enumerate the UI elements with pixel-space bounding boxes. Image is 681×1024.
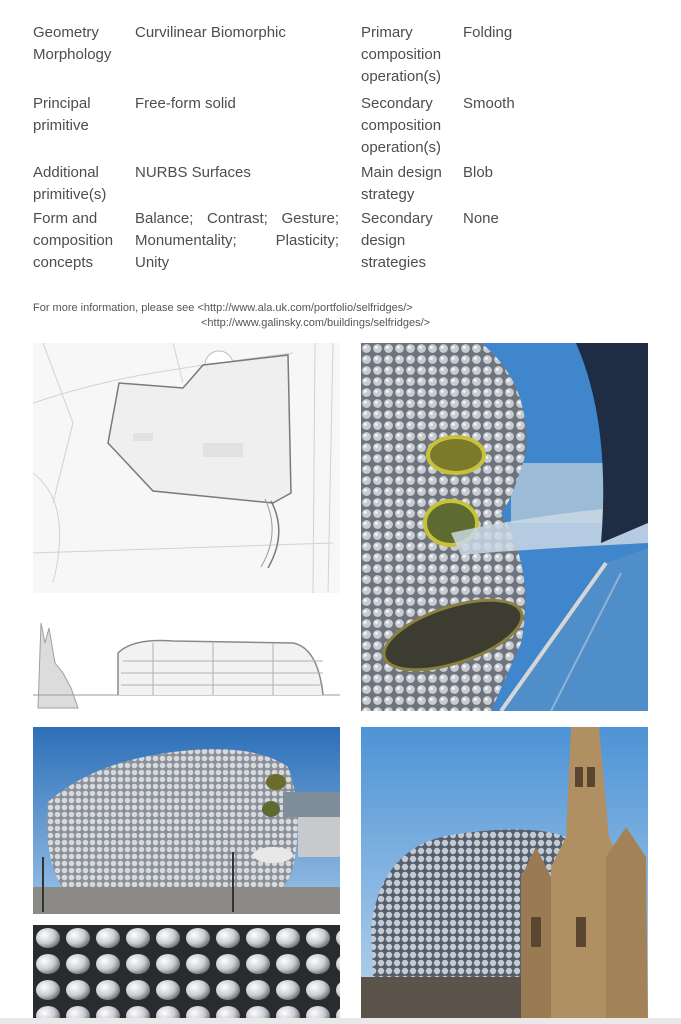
facade-bridge-photo: [361, 343, 648, 711]
page-footer-bar: [0, 1018, 681, 1024]
row1-value2: Folding: [463, 24, 513, 41]
row1-label2: Primary composition operation(s): [361, 24, 442, 85]
row1-value1: Curvilinear Biomorphic: [135, 24, 286, 41]
row4-value1: Balance; Contrast; Gesture; Monumentality; Plasticity; Unity: [135, 210, 339, 271]
row1-label1: Geometry Morphology: [33, 24, 112, 63]
building-church-photo: [361, 727, 648, 1018]
row2-value2: Smooth: [463, 95, 515, 112]
more-info-line2: <http://www.galinsky.com/buildings/selfridges/>: [201, 317, 431, 329]
building-exterior-photo: [33, 727, 340, 914]
row4-label2: Secondary design strategies: [361, 210, 433, 271]
row4-label1: Form and composition concepts: [33, 210, 114, 271]
more-info-line1: For more information, please see <http://www.ala.uk.com/portfolio/selfridges/>: [33, 302, 413, 314]
disc-detail-photo: [33, 925, 340, 1018]
row2-label2: Secondary composition operation(s): [361, 95, 442, 156]
row3-label1: Additional primitive(s): [33, 164, 107, 203]
site-plan-drawing: [33, 343, 340, 711]
row2-value1: Free-form solid: [135, 95, 236, 112]
row2-label1: Principal primitive: [33, 95, 91, 134]
row3-value2: Blob: [463, 164, 494, 181]
more-info: [33, 301, 430, 331]
row4-value2: None: [463, 210, 499, 227]
row3-value1: NURBS Surfaces: [135, 164, 251, 181]
row3-label2: Main design strategy: [361, 164, 442, 203]
